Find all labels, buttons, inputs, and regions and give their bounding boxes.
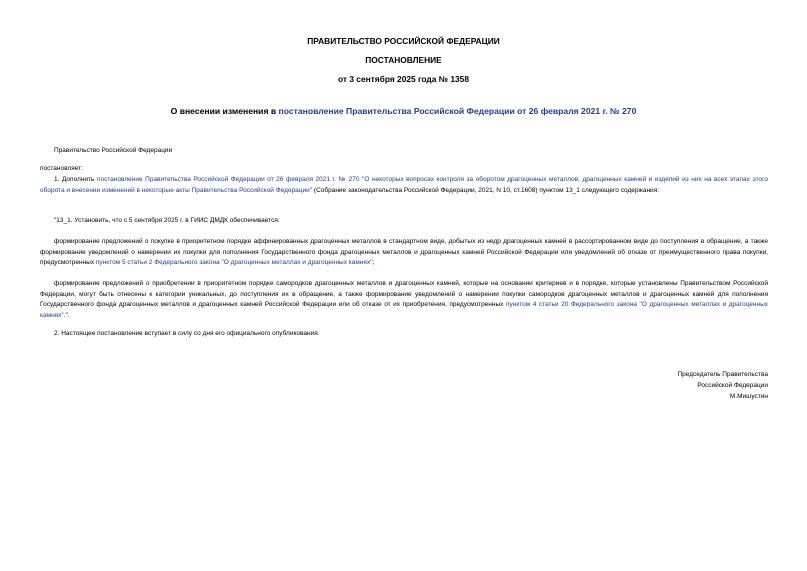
item1-link[interactable]: пунктом 5 статьи 2 Федерального закона "О драгоценных металлах и драгоценных камнях" xyxy=(95,259,373,267)
paragraph-13-1: "13_1. Установить, что с 5 сентября 2025 г. в ГИИС ДМДК обеспечивается: xyxy=(54,217,280,224)
title-link[interactable]: постановление Правительства Российской Федерации от 26 февраля 2021 г. № 270 xyxy=(278,106,637,116)
item1-end: ; xyxy=(372,259,375,267)
decrees-text: постановляет: xyxy=(40,165,83,172)
p1-suffix: (Собрание законодательства Российской Федерации, 2021, N 10, ст.1608) пунктом 13_1 следующего содержания: xyxy=(312,186,660,194)
document-title xyxy=(0,106,807,117)
signature-name: М.Мишустин xyxy=(729,393,768,400)
item2-end: .". xyxy=(63,311,70,319)
government-heading: ПРАВИТЕЛЬСТВО РОССИЙСКОЙ ФЕДЕРАЦИИ xyxy=(307,36,500,46)
title-prefix: О внесении изменения в xyxy=(170,106,279,116)
item-2 xyxy=(40,279,768,321)
document-type-heading: ПОСТАНОВЛЕНИЕ xyxy=(365,55,442,65)
paragraph-1 xyxy=(40,175,768,196)
signature-position-line2: Российской Федерации xyxy=(697,382,768,389)
item-1 xyxy=(40,237,768,269)
issuer-text: Правительство Российской Федерации xyxy=(54,147,173,154)
item2-text: формирование предложений о приобретении в приоритетном порядке самородков драгоценных металлов и драгоценных камней, которые на основании критериев и в порядке, которые установлены Правительством Российской Федерации, могут быть отнесены к категории уникальных, до поступления их в обращение, а также формирование уведомлений о намерении покупки самородков драгоценных металлов и драгоценных камней для пополнения Государственного фонда драгоценных металлов и драгоценных камней Российской Федерации или об отказе от их приобретения, предусмотренных xyxy=(40,280,768,309)
p1-link[interactable]: постановление Правительства Российской Федерации от 26 февраля 2021 г. № 270 "О некоторых вопросах контроля за оборотом драгоценных металлов, драгоценных камней и изделий из них на всех этапах этого оборота и внесении изменений в некоторые акты Правительства Российской Федерации" xyxy=(40,176,768,194)
p1-prefix: 1. Дополнить xyxy=(54,176,97,183)
signature-position-line1: Председатель Правительства xyxy=(677,371,768,378)
item1-text: формирование предложений о покупке в приоритетном порядке аффинированных драгоценных металлов в стандартном виде, добытых из недр драгоценных камней в рассортированном виде до поступления в обращение, а также формирование уведомлений о намерении их покупки для пополнения Государственного фонда драгоценных металлов и драгоценных камней Российской Федерации или уведомлений об отказе от преимущественного права покупки, предусмотренных xyxy=(40,238,768,267)
document-date-number: от 3 сентября 2025 года № 1358 xyxy=(337,74,469,84)
item2-link[interactable]: пунктом 4 статьи 20 Федерального закона "О драгоценных металлах и драгоценных камнях" xyxy=(40,301,768,319)
paragraph-2: 2. Настоящее постановление вступает в силу со дня его официального опубликования. xyxy=(54,330,320,337)
